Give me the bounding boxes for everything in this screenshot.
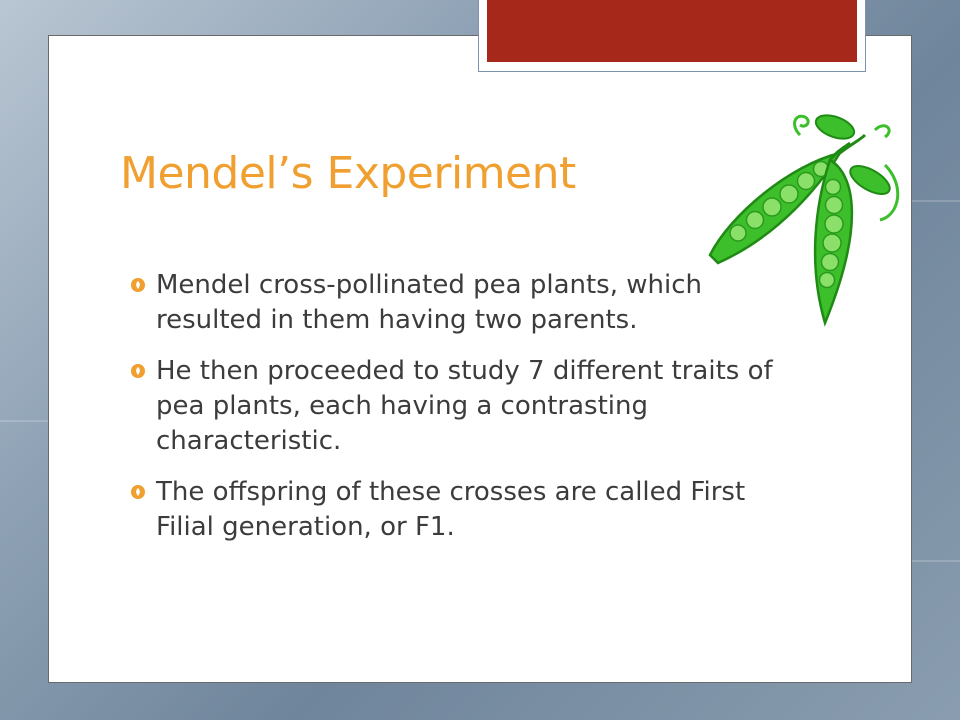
background-streak bbox=[912, 560, 960, 562]
bullet-text: Mendel cross-pollinated pea plants, which resulted in them having two parents. bbox=[156, 270, 702, 335]
bullet-text: The offspring of these crosses are called First Filial generation, or F1. bbox=[156, 477, 746, 542]
header-tab bbox=[478, 0, 866, 72]
background-streak bbox=[912, 200, 960, 202]
bullet-item bbox=[130, 268, 780, 338]
fleuron-bullet-icon bbox=[130, 277, 146, 293]
slide-title: Mendel’s Experiment bbox=[120, 148, 576, 199]
bullet-text: He then proceeded to study 7 different traits of pea plants, each having a contrasting characteristic. bbox=[156, 356, 773, 456]
pea-pod-icon bbox=[700, 105, 910, 330]
bullet-item bbox=[130, 354, 780, 459]
bullet-list bbox=[130, 268, 780, 561]
fleuron-bullet-icon bbox=[130, 484, 146, 500]
background-streak bbox=[0, 420, 48, 422]
header-accent-bar bbox=[487, 0, 857, 62]
bullet-item bbox=[130, 475, 780, 545]
fleuron-bullet-icon bbox=[130, 363, 146, 379]
